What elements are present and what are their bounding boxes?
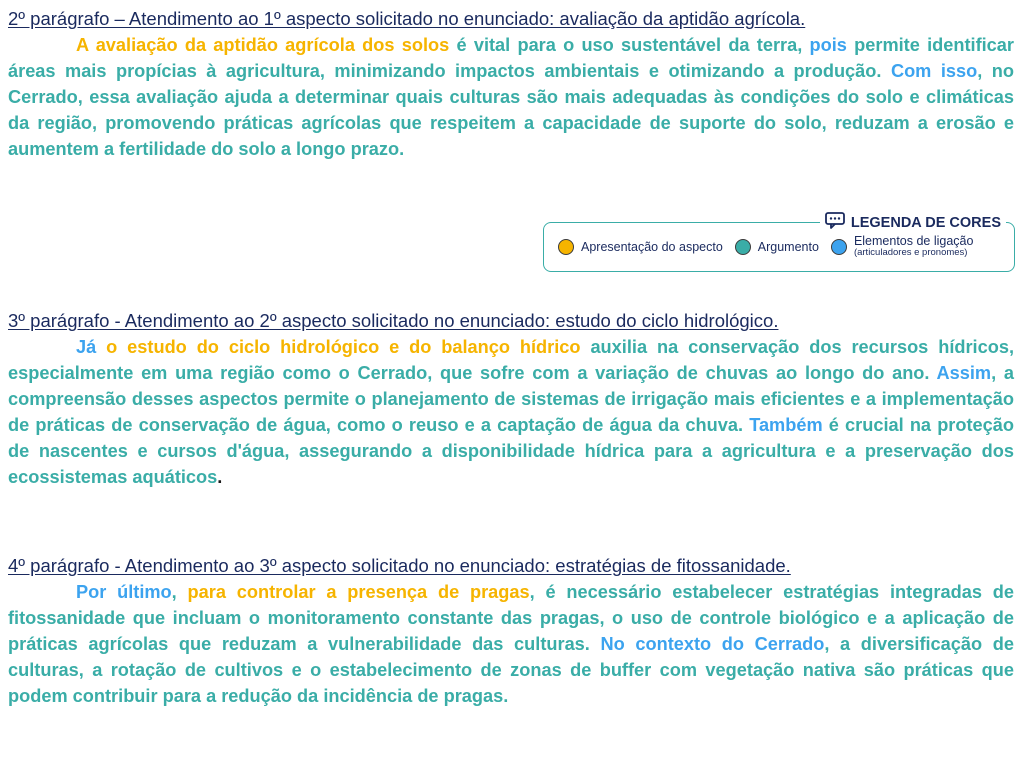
- argument-text: é crucial na proteção de nascentes e cursos d'água, assegurando a disponibilidade hídrica para a agricultura e a preservação dos ecossistemas aquáticos: [8, 415, 1014, 487]
- aspect-presentation-text: para controlar a presença de pragas: [187, 582, 530, 602]
- legend-swatch-linking: [831, 239, 847, 255]
- argument-text: ,: [171, 582, 188, 602]
- aspect-presentation-text: o estudo do ciclo hidrológico e do balanço hídrico: [106, 337, 581, 357]
- linking-element-text: Já: [76, 337, 97, 357]
- color-legend: [543, 214, 1015, 272]
- linking-element-text: pois: [809, 35, 847, 55]
- argument-text: , a diversificação de culturas, a rotação de cultivos e o estabelecimento de zonas de buffer com vegetação nativa são práticas que podem contribuir para a redução da incidência de pragas.: [8, 634, 1014, 706]
- legend-title-group: [820, 212, 1006, 233]
- argument-text: auxilia na conservação dos recursos hídricos, especialmente em uma região como o Cerrado, que sofre com a variação de chuvas ao longo do ano.: [8, 337, 1015, 383]
- linking-element-text: Também: [749, 415, 823, 435]
- paragraph-3-heading: 3º parágrafo - Atendimento ao 2º aspecto solicitado no enunciado: estudo do ciclo hidrológico.: [8, 310, 779, 331]
- legend-swatch-aspect: [558, 239, 574, 255]
- legend-swatch-argument: [735, 239, 751, 255]
- paragraph-4-section: [8, 553, 1014, 709]
- argument-text: [96, 337, 106, 357]
- legend-item-argument: [735, 239, 819, 255]
- legend-label-argument: Argumento: [757, 240, 819, 254]
- argument-text: , é necessário estabelecer estratégias integradas de fitossanidade que incluam o monitoramento constante das pragas, o uso de controle biológico e a aplicação de práticas agrícolas que reduzam a vulnerabilidade das culturas.: [8, 582, 1014, 654]
- legend-sublabel-linking: (articuladores e pronomes): [853, 247, 968, 258]
- paragraph-2-heading: 2º parágrafo – Atendimento ao 1º aspecto solicitado no enunciado: avaliação da aptidão agrícola.: [8, 8, 806, 29]
- legend-label-linking-group: [854, 236, 974, 258]
- argument-text: permite identificar áreas mais propícias à agricultura, minimizando impactos ambientais e otimizando a produção.: [8, 35, 1014, 81]
- paragraph-4-heading: 4º parágrafo - Atendimento ao 3º aspecto solicitado no enunciado: estratégias de fitossanidade.: [8, 555, 791, 576]
- legend-label-aspect: Apresentação do aspecto: [581, 240, 723, 254]
- linking-element-text: Por último: [76, 582, 172, 602]
- linking-element-text: No contexto do Cerrado: [600, 634, 825, 654]
- legend-title: LEGENDA DE CORES: [850, 214, 1001, 231]
- legend-item-aspect: [558, 239, 723, 255]
- paragraph-4-body: [8, 579, 1014, 709]
- argument-text: , a compreensão desses aspectos permite o planejamento de sistemas de irrigação mais eficientes e a implementação de práticas de conservação de água, como o reuso e a captação de água da chuva.: [8, 363, 1014, 435]
- argument-text: é vital para o uso sustentável da terra,: [449, 35, 810, 55]
- paragraph-2-body: [8, 32, 1014, 162]
- argument-text: , no Cerrado, essa avaliação ajuda a determinar quais culturas são mais adequadas às condições do solo e climáticas da região, promovendo práticas agrícolas que respeitem a capacidade de suporte do solo, reduzam a erosão e aumentem a fertilidade do solo a longo prazo.: [8, 61, 1014, 159]
- aspect-presentation-text: A avaliação da aptidão agrícola dos solos: [76, 35, 450, 55]
- paragraph-3-body: [8, 334, 1014, 490]
- linking-element-text: Com isso: [890, 61, 978, 81]
- paragraph-3-section: [8, 308, 1014, 490]
- legend-label-linking: Elementos de ligação: [853, 234, 974, 248]
- legend-item-linking: [831, 236, 974, 258]
- linking-element-text: Assim: [936, 363, 992, 383]
- legend-items: [558, 236, 985, 258]
- paragraph-2-section: [8, 6, 1014, 162]
- plain-text: .: [217, 467, 223, 487]
- chat-bubble-icon: [825, 212, 845, 233]
